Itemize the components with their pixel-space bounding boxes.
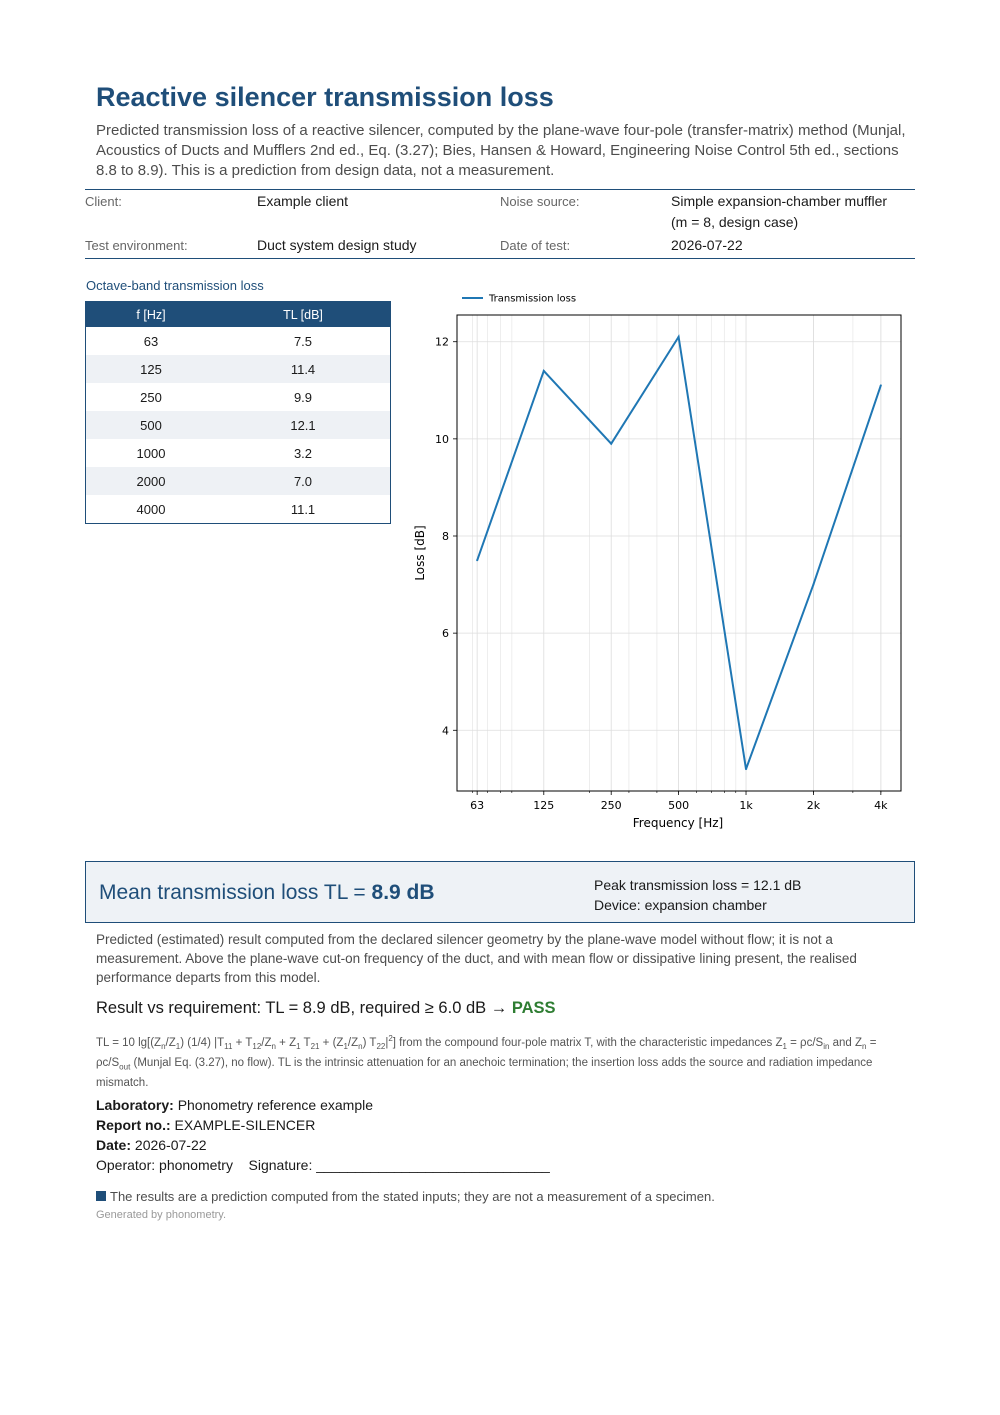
data-point xyxy=(812,584,814,586)
device-type: Device: expansion chamber xyxy=(594,897,767,913)
signature-field: Signature: ______________________________ xyxy=(248,1157,550,1173)
disclaimer-text: The results are a prediction computed from the stated inputs; they are not a measurement of a specimen. xyxy=(110,1189,715,1204)
cell-frequency: 1000 xyxy=(136,445,166,461)
cell-frequency: 250 xyxy=(140,389,162,405)
verdict-text: Result vs requirement: TL = 8.9 dB, required ≥ 6.0 dB → xyxy=(96,999,512,1017)
table-row xyxy=(86,383,391,411)
table-row xyxy=(86,327,391,355)
table-row xyxy=(86,467,391,495)
mean-tl xyxy=(99,881,435,905)
result-summary-box xyxy=(85,861,915,923)
operator-signature-line xyxy=(96,1155,550,1175)
report-number-value: EXAMPLE-SILENCER xyxy=(174,1117,316,1133)
x-tick-label: 1k xyxy=(739,799,753,812)
cell-tl: 3.2 xyxy=(293,445,313,461)
legend-label: Transmission loss xyxy=(489,293,577,305)
date-of-test-value: 2026-07-22 xyxy=(671,237,743,253)
peak-info xyxy=(594,875,801,915)
x-tick-label: 4k xyxy=(874,799,888,812)
laboratory-label: Laboratory: xyxy=(96,1097,174,1113)
x-tick-label: 63 xyxy=(470,799,485,812)
transmission-loss-table xyxy=(85,301,391,524)
x-tick-label: 500 xyxy=(668,799,690,812)
requirement-verdict xyxy=(96,999,556,1018)
test-environment-value: Duct system design study xyxy=(257,237,417,253)
data-point xyxy=(745,768,747,770)
date-value: 2026-07-22 xyxy=(134,1137,207,1153)
column-header-frequency: f [Hz] xyxy=(86,302,217,328)
test-environment-label: Test environment: xyxy=(85,238,188,253)
cell-frequency: 2000 xyxy=(86,467,217,495)
laboratory-line xyxy=(96,1095,550,1115)
y-tick-label: 12 xyxy=(435,335,449,349)
x-tick-label: 2k xyxy=(806,799,821,812)
report-meta xyxy=(85,189,915,259)
date-label: Date: xyxy=(96,1137,132,1153)
page-subtitle: Predicted transmission loss of a reactive silencer, computed by the plane-wave four-pole (transfer-matrix) method (Munjal, Acoustics of Ducts and Mufflers 2nd ed., Eq. (3.27); Bies, Hansen & Howard, Engineering Noise Control 5th ed., sections 8.8 to 8.9). This is a prediction from design data, not a measurement. xyxy=(96,122,906,179)
client-value: Example client xyxy=(257,193,349,209)
table-row xyxy=(86,411,391,439)
cell-tl: 9.9 xyxy=(293,389,313,405)
y-tick-label: 10 xyxy=(435,432,449,446)
operator: Operator: phonometry xyxy=(96,1157,233,1173)
disclaimer xyxy=(96,1189,715,1204)
date-line xyxy=(96,1135,550,1155)
x-tick-label: 250 xyxy=(600,799,622,812)
data-point xyxy=(880,384,882,386)
cell-frequency: 500 xyxy=(86,411,217,439)
noise-source-label: Noise source: xyxy=(500,194,580,209)
y-tick-label: 6 xyxy=(442,627,449,641)
table-caption: Octave-band transmission loss xyxy=(86,278,264,293)
x-tick-label: 125 xyxy=(533,799,555,812)
cell-frequency: 63 xyxy=(143,333,159,349)
noise-source-value-2: (m = 8, design case) xyxy=(671,214,799,230)
cell-tl: 11.1 xyxy=(290,501,316,517)
data-point xyxy=(610,443,612,445)
mean-tl-label: Mean transmission loss TL = xyxy=(99,881,372,904)
table-row xyxy=(86,439,391,467)
peak-tl: Peak transmission loss = 12.1 dB xyxy=(594,877,802,893)
verdict-status: PASS xyxy=(511,999,556,1017)
laboratory-value: Phonometry reference example xyxy=(177,1097,374,1113)
data-point xyxy=(678,336,680,338)
page-title: Reactive silencer transmission loss xyxy=(96,82,554,112)
report-number-line xyxy=(96,1115,550,1135)
transmission-loss-chart xyxy=(405,282,910,837)
bullet-square-icon xyxy=(96,1191,106,1201)
signoff-block xyxy=(96,1095,550,1175)
y-tick-label: 8 xyxy=(442,530,449,543)
cell-tl: 7.0 xyxy=(216,467,391,495)
noise-source-value: Simple expansion-chamber muffler xyxy=(671,193,888,209)
x-axis-label: Frequency [Hz] xyxy=(632,816,724,830)
cell-tl: 11.4 xyxy=(216,355,391,383)
table-row xyxy=(86,495,391,524)
cell-frequency: 125 xyxy=(86,355,217,383)
cell-frequency: 4000 xyxy=(136,501,166,517)
client-label: Client: xyxy=(85,194,122,209)
cell-tl: 7.5 xyxy=(293,333,313,349)
data-point xyxy=(543,370,545,372)
report-number-label: Report no.: xyxy=(96,1117,171,1133)
table-row xyxy=(86,355,391,383)
y-tick-label: 4 xyxy=(442,724,449,738)
column-header-tl: TL [dB] xyxy=(216,302,391,328)
date-of-test-label: Date of test: xyxy=(500,238,571,253)
formula-note: TL = 10 $\lg[(Z_n/Z_1)$ (1/4) $|T_{11} + T_{12}/Z_n + Z_1$ $T_{21} + (Z_1/Z_n)$ $T_{22}|^2$] from the compound four-pole matrix T, with the characteristic impedances $Z_1 = \rho c/S_{in}$ and $Z_n = \rho c/S_{out}$ (Munjal Eq. (3.27), no flow). TL is the intrinsic attenuation for an anechoic termination; the insertion loss adds the source and radiation impedance mismatch. xyxy=(96,1034,877,1090)
generated-by: Generated by phonometry. xyxy=(96,1209,227,1221)
data-point xyxy=(476,559,478,561)
cell-tl: 12.1 xyxy=(216,411,391,439)
prediction-note: Predicted (estimated) result computed from the declared silencer geometry by the plane-wave model without flow; it is not a measurement. Above the plane-wave cut-on frequency of the duct, and with mean flow or dissipative lining present, the realised performance departs from this model. xyxy=(96,932,857,985)
mean-tl-value: 8.9 dB xyxy=(371,881,435,904)
table-header-row xyxy=(86,302,391,328)
y-axis-label: Loss [dB] xyxy=(413,525,427,581)
